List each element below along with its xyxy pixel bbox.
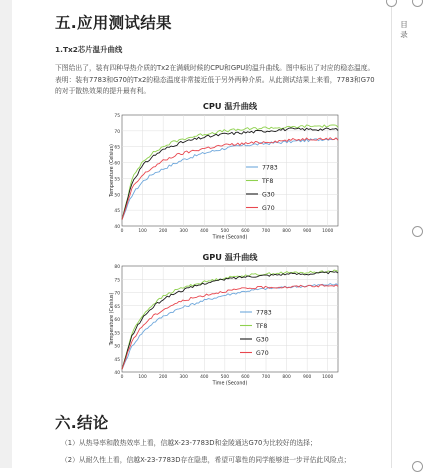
cpu-y-tick-label: 40	[114, 225, 120, 230]
conclusion-item-1: （1）从热导率和散热效率上看，信越X-23-7783D和金陵通达G70为比较好的选择；	[61, 439, 317, 447]
cpu-x-tick-label: 400	[200, 229, 209, 234]
section-5-heading: 五.应用测试结果	[55, 14, 172, 32]
cpu-x-tick-label: 1000	[322, 229, 334, 234]
gpu-y-tick-label: 45	[114, 357, 120, 363]
conclusion-item-2: （2）从耐久性上看，信越X-23-7783D存在隐患，希望可靠性的同学能够进一步评估此风险点；	[61, 456, 351, 464]
gpu-x-tick-label: 1000	[322, 375, 334, 380]
cpu-x-tick-label: 500	[220, 229, 230, 234]
gpu-x-tick-label: 200	[158, 375, 168, 380]
cpu-plot-area	[122, 115, 338, 226]
gpu-legend-label-g30: G30	[256, 336, 269, 344]
left-margin-strip	[0, 0, 12, 468]
toc-node-top-right[interactable]	[412, 0, 423, 7]
gpu-y-tick-label: 50	[114, 344, 120, 350]
section-5-subheading: 1.Tx2芯片温升曲线	[55, 45, 123, 54]
gpu-x-tick-label: 900	[302, 375, 312, 380]
cpu-y-tick-label: 70	[114, 129, 120, 135]
cpu-temperature-chart	[108, 95, 341, 245]
toc-node-bottom[interactable]	[412, 461, 423, 472]
cpu-x-tick-label: 100	[138, 229, 147, 234]
gpu-x-tick-label: 600	[241, 375, 250, 380]
cpu-y-tick-label: 75	[114, 114, 120, 119]
cpu-x-tick-label: 700	[261, 229, 271, 234]
gpu-x-tick-label: 100	[138, 375, 147, 380]
cpu-x-tick-label: 600	[241, 229, 250, 234]
gpu-chart-title: GPU 温升曲线	[202, 252, 258, 262]
toc-node-middle[interactable]	[412, 226, 423, 237]
cpu-chart-title: CPU 温升曲线	[202, 101, 258, 111]
cpu-y-tick-label: 50	[114, 193, 120, 199]
gpu-x-axis-label: Time (Second)	[212, 381, 248, 387]
gpu-y-axis-label: Temperature (Celsius)	[110, 292, 115, 346]
gpu-y-tick-label: 70	[114, 291, 120, 297]
gpu-y-tick-label: 80	[114, 265, 120, 270]
section-6-heading: 六.结论	[55, 414, 109, 432]
gpu-legend-label-7783: 7783	[256, 309, 272, 317]
cpu-y-axis-label: Temperature (Celsius)	[110, 144, 115, 197]
cpu-x-tick-label: 300	[179, 229, 188, 234]
toc-rail	[391, 0, 392, 468]
cpu-x-tick-label: 0	[120, 229, 124, 234]
gpu-x-tick-label: 800	[282, 375, 291, 380]
section-5-paragraph: 下图给出了，装有四种导热介质的Tx2在满载时候的CPU和GPU的温升曲线。图中标出了对应的稳态温度。表明：装有7783和G70的Tx2的稳态温度非常接近低于另外两种介质。从此测试结果上来看，7783和G70的对于散热效果的提升最有利。	[55, 64, 375, 95]
gpu-x-tick-label: 300	[179, 375, 188, 380]
cpu-legend-label-7783: 7783	[262, 164, 278, 172]
toc-label[interactable]	[398, 20, 410, 40]
cpu-x-tick-label: 900	[302, 229, 312, 234]
cpu-legend-label-g70: G70	[262, 204, 275, 212]
cpu-y-tick-label: 60	[114, 161, 120, 167]
gpu-x-tick-label: 400	[200, 375, 209, 380]
gpu-legend-label-g70: G70	[256, 349, 269, 357]
cpu-y-tick-label: 65	[114, 145, 120, 151]
gpu-y-tick-label: 55	[114, 331, 120, 337]
gpu-temperature-chart	[108, 248, 341, 388]
cpu-x-tick-label: 200	[158, 229, 168, 234]
cpu-y-tick-label: 55	[114, 177, 120, 183]
cpu-y-tick-label: 45	[114, 209, 120, 215]
gpu-y-tick-label: 40	[114, 371, 120, 376]
toc-node-top[interactable]	[386, 0, 397, 7]
cpu-legend-label-tf8: TF8	[262, 177, 274, 185]
cpu-x-tick-label: 800	[282, 229, 291, 234]
gpu-temperature-chart-svg	[108, 248, 341, 388]
gpu-x-tick-label: 700	[261, 375, 271, 380]
gpu-y-tick-label: 60	[114, 318, 120, 323]
gpu-legend-label-tf8: TF8	[256, 322, 268, 330]
cpu-temperature-chart-svg	[108, 95, 341, 245]
gpu-y-tick-label: 65	[114, 304, 120, 310]
toc-char-1: 目	[400, 20, 408, 29]
cpu-legend-label-g30: G30	[262, 191, 275, 199]
toc-char-2: 录	[400, 30, 408, 39]
gpu-y-tick-label: 75	[114, 278, 120, 284]
gpu-x-tick-label: 500	[220, 375, 230, 380]
gpu-x-tick-label: 0	[120, 375, 124, 380]
cpu-x-axis-label: Time (Second)	[212, 235, 248, 241]
